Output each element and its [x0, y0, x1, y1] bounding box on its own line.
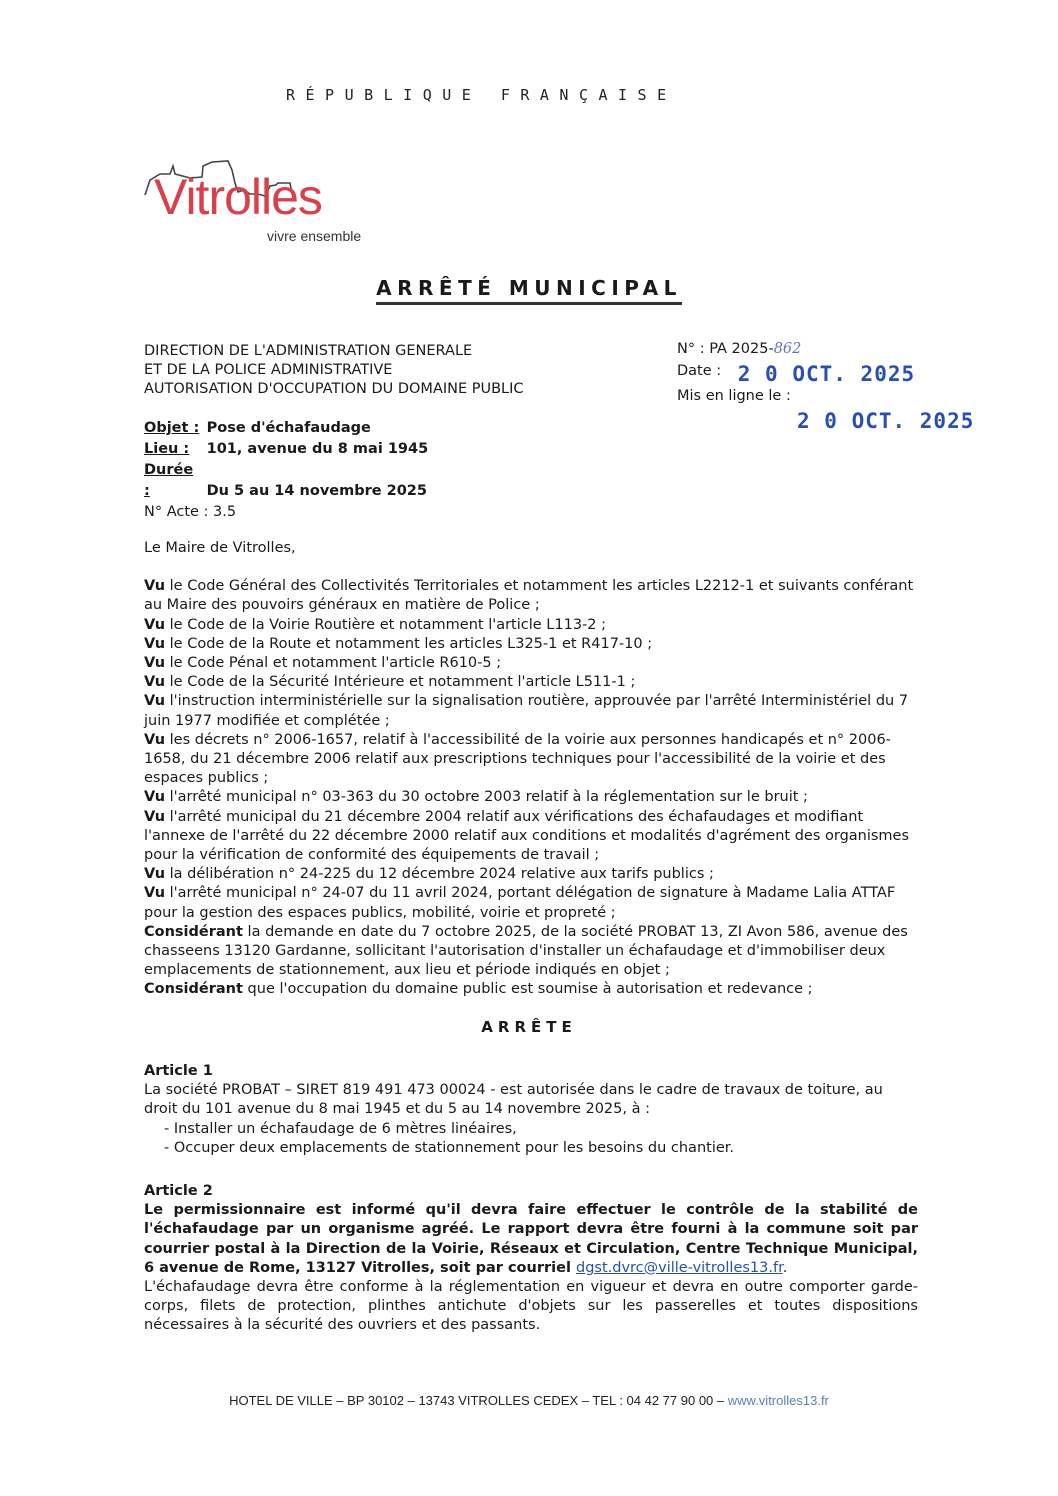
date-row — [677, 359, 974, 386]
lieu-label: Lieu : — [144, 441, 190, 457]
issuing-service — [144, 342, 524, 399]
preamble-item-text: l'arrêté municipal du 21 décembre 2004 relatif aux vérifications des échafaudages et modifiant l'annexe de l'arrêté du 22 décembre 2000 relatif aux conditions et modalités d'agrément des organismes pour la vérification de conformité des équipements de travail ; — [144, 808, 910, 864]
preamble-item-text: le Code de la Sécurité Intérieure et notamment l'article L511-1 ; — [165, 674, 636, 691]
objet-row — [144, 418, 428, 439]
article-1-title: Article 1 — [144, 1063, 213, 1079]
preamble-item-lead: Vu — [144, 885, 166, 902]
preamble-item — [144, 692, 918, 730]
objet-value: Pose d'échafaudage — [206, 420, 371, 436]
date-stamp: 2 0 OCT. 2025 — [737, 362, 916, 386]
preamble — [144, 539, 918, 1000]
preamble-item-lead: Vu — [144, 789, 166, 806]
preamble-item — [144, 788, 918, 807]
preamble-item-text: l'arrêté municipal n° 24-07 du 11 avril 2024, portant délégation de signature à Madame Lalia ATTAF pour la gestion des espaces publics, mobilité, voirie et propreté ; — [144, 885, 896, 921]
footer-website-link[interactable]: www.vitrolles13.fr — [727, 1393, 829, 1408]
document-title — [0, 276, 1058, 300]
preamble-item-text: le Code Général des Collectivités Territoriales et notamment les articles L2212-1 et suivants conférant au Maire des pouvoirs généraux en matière de Police ; — [144, 578, 914, 614]
preamble-item — [144, 673, 918, 692]
duree-value: Du 5 au 14 novembre 2025 — [206, 483, 427, 499]
reference-handwritten-number: 862 — [773, 341, 802, 357]
preamble-item-lead: Vu — [144, 578, 166, 595]
preamble-item-text: le Code de la Voirie Routière et notamment l'article L113-2 ; — [165, 616, 607, 633]
acte-number: N° Acte : 3.5 — [144, 504, 237, 520]
article-2 — [144, 1182, 918, 1336]
document-title-text: ARRÊTÉ MUNICIPAL — [376, 276, 682, 305]
preamble-item-lead: Considérant — [144, 923, 243, 940]
duree-label: Durée : — [144, 462, 194, 499]
preamble-item-lead: Vu — [144, 693, 166, 710]
service-line: DIRECTION DE L'ADMINISTRATION GENERALE — [144, 343, 473, 359]
article-2-bold-text: Le permissionnaire est informé qu'il devra faire effectuer le contrôle de la stabilité de l'échafaudage par un organisme agréé. Le rapport devra être fourni à la commune soit par courrier postal à la Direction de la Voirie, Réseaux et Circulation, Centre Technique Municipal, 6 avenue de Rome, 13127 Vitrolles, soit par courriel — [144, 1202, 918, 1276]
logo-wordmark: Vitrolles — [154, 169, 322, 225]
preamble-item-lead: Vu — [144, 731, 166, 748]
logo-tagline: vivre ensemble — [267, 228, 362, 244]
vitrolles-logo — [140, 150, 400, 250]
preamble-item — [144, 980, 918, 999]
preamble-item-text: les décrets n° 2006-1657, relatif à l'accessibilité de la voirie aux personnes handicapés et n° 2006-1658, du 21 décembre 2006 relatif aux prescriptions techniques pour l'accessibilité de la voirie et des espaces publics ; — [144, 731, 891, 787]
contact-email-link[interactable]: dgst.dvrc@ville-vitrolles13.fr — [575, 1259, 783, 1276]
article-1 — [144, 1062, 918, 1158]
lieu-row — [144, 439, 428, 460]
preamble-item — [144, 923, 918, 981]
article-1-item: - Installer un échafaudage de 6 mètres linéaires, — [164, 1120, 918, 1139]
lieu-value: 101, avenue du 8 mai 1945 — [206, 441, 429, 457]
article-2-bold-paragraph — [144, 1201, 918, 1278]
preamble-item — [144, 654, 918, 673]
preamble-item-lead: Vu — [144, 635, 166, 652]
footer-address: HOTEL DE VILLE – BP 30102 – 13743 VITROLLES CEDEX – TEL : 04 42 77 90 00 – — [229, 1393, 728, 1408]
article-2-text: L'échafaudage devra être conforme à la réglementation en vigueur et devra en outre comporter garde-corps, filets de protection, plinthes antichute d'objets sur les passerelles et toutes dispositions nécessaires à la sécurité des ouvriers et des passants. — [144, 1279, 918, 1334]
preamble-item-lead: Vu — [144, 655, 166, 672]
preamble-item-text: la délibération n° 24-225 du 12 décembre 2024 relative aux tarifs publics ; — [165, 866, 714, 883]
preamble-item-text: l'instruction interministérielle sur la signalisation routière, approuvée par l'arrêté Interministériel du 7 juin 1977 modifiée et complétée ; — [144, 693, 909, 729]
service-line: AUTORISATION D'OCCUPATION DU DOMAINE PUBLIC — [144, 381, 524, 397]
service-line: ET DE LA POLICE ADMINISTRATIVE — [144, 362, 393, 378]
preamble-opening: Le Maire de Vitrolles, — [144, 540, 296, 556]
objet-label: Objet : — [144, 420, 200, 436]
preamble-item — [144, 577, 918, 615]
article-1-text: La société PROBAT – SIRET 819 491 473 00024 - est autorisée dans le cadre de travaux de toiture, au droit du 101 avenue du 8 mai 1945 et du 5 au 14 novembre 2025, à : — [144, 1082, 883, 1118]
preamble-item-lead: Vu — [144, 674, 166, 691]
preamble-item-text: le Code Pénal et notamment l'article R610-5 ; — [165, 655, 502, 672]
preamble-item-lead: Vu — [144, 808, 166, 825]
article-2-title: Article 2 — [144, 1183, 213, 1199]
preamble-item-text: que l'occupation du domaine public est soumise à autorisation et redevance ; — [242, 981, 813, 998]
preamble-item-lead: Considérant — [144, 981, 243, 998]
preamble-item — [144, 808, 918, 866]
preamble-item-lead: Vu — [144, 866, 166, 883]
preamble-item-text: la demande en date du 7 octobre 2025, de la société PROBAT 13, ZI Avon 586, avenue des chasseens 13120 Gardanne, sollicitant l'autorisation d'installer un échafaudage et d'immobiliser deux emplacements de stationnement, aux lieu et période indiqués en objet ; — [144, 923, 908, 979]
reference-label: N° : PA 2025- — [677, 341, 774, 357]
arrete-heading: ARRÊTE — [481, 1018, 577, 1036]
preamble-item — [144, 635, 918, 654]
footer — [0, 1393, 1058, 1408]
preamble-list — [144, 577, 918, 999]
reference-number — [677, 340, 974, 359]
online-label: Mis en ligne le : — [677, 388, 791, 404]
preamble-item-lead: Vu — [144, 616, 166, 633]
republique-francaise-heading: RÉPUBLIQUE FRANÇAISE — [286, 86, 677, 104]
preamble-item-text: le Code de la Route et notamment les articles L325-1 et R417-10 ; — [165, 635, 653, 652]
preamble-item — [144, 865, 918, 884]
article-1-item: - Occuper deux emplacements de stationnement pour les besoins du chantier. — [164, 1139, 918, 1158]
duree-row — [144, 460, 428, 502]
online-stamp: 2 0 OCT. 2025 — [797, 409, 975, 433]
preamble-item — [144, 731, 918, 789]
date-label: Date : — [677, 363, 722, 379]
preamble-item-text: l'arrêté municipal n° 03-363 du 30 octobre 2003 relatif à la réglementation sur le bruit ; — [165, 789, 808, 806]
preamble-item — [144, 884, 918, 922]
subject-block — [144, 418, 428, 523]
reference-block — [677, 340, 974, 431]
preamble-item — [144, 616, 918, 635]
article-1-list — [144, 1120, 918, 1158]
punctuation: . — [782, 1259, 788, 1276]
